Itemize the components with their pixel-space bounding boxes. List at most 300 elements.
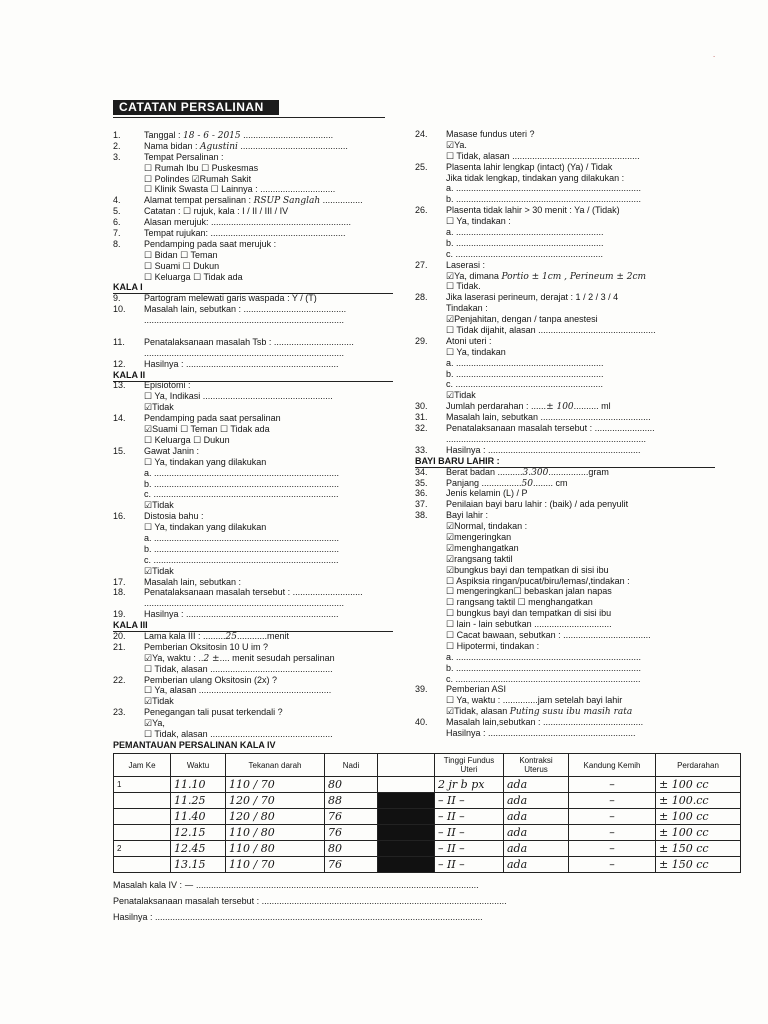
item-label: ☐ Ya, tindakan : bbox=[446, 216, 511, 227]
item-label: Pemberian ASI bbox=[446, 684, 507, 695]
footer-hasil: Hasilnya : ................................................................................................................................... bbox=[113, 912, 483, 922]
item-label: ☑Ya, dimana bbox=[446, 270, 502, 281]
item-text bbox=[144, 718, 165, 729]
item-text bbox=[446, 369, 604, 380]
right-row bbox=[415, 412, 715, 423]
cell-waktu: 11.40 bbox=[171, 809, 226, 825]
footer-masalah-label: Masalah kala IV : bbox=[113, 880, 185, 890]
item-text bbox=[144, 217, 351, 228]
item-text bbox=[144, 174, 251, 185]
item-label: c. .......................................................................... bbox=[144, 489, 339, 500]
item-text bbox=[446, 173, 624, 184]
right-row bbox=[415, 151, 715, 162]
left-row bbox=[113, 261, 393, 272]
right-row bbox=[415, 467, 715, 478]
cell-nadi: 76 bbox=[325, 809, 378, 825]
cell-tekanan-darah: 110 / 70 bbox=[226, 857, 325, 873]
item-text bbox=[144, 228, 346, 239]
left-row bbox=[113, 206, 393, 217]
item-text bbox=[446, 586, 612, 597]
cell-nadi: 76 bbox=[325, 825, 378, 841]
table-header-cell: Waktu bbox=[171, 754, 226, 777]
item-text bbox=[446, 674, 641, 685]
cell-blank bbox=[378, 857, 435, 873]
left-row bbox=[113, 348, 393, 359]
item-text bbox=[446, 216, 511, 227]
right-row bbox=[415, 554, 715, 565]
left-row bbox=[113, 239, 393, 250]
cell-blank bbox=[378, 825, 435, 841]
item-label: Penegangan tali pusat terkendali ? bbox=[144, 707, 283, 718]
item-text bbox=[446, 336, 492, 347]
cell-tinggi-fundus: – II – bbox=[435, 841, 504, 857]
item-label: b. .......................................................................... bbox=[144, 478, 340, 489]
handwritten-value: Agustini bbox=[200, 141, 238, 152]
right-row bbox=[415, 674, 715, 685]
item-label: Masalah lain,sebutkan : ........................................ bbox=[446, 717, 644, 728]
item-label: b. .......................................................................... bbox=[446, 194, 642, 205]
item-label: Masalah lain, sebutkan ............................................ bbox=[446, 412, 651, 423]
item-text bbox=[446, 543, 519, 554]
item-text bbox=[144, 402, 174, 413]
item-label: ☑Penjahitan, dengan / tanpa anestesi bbox=[446, 314, 598, 325]
right-row bbox=[415, 706, 715, 717]
cell-jam-ke: 1 bbox=[114, 777, 171, 793]
right-row bbox=[415, 586, 715, 597]
left-row bbox=[113, 184, 393, 195]
item-text bbox=[144, 413, 281, 424]
item-label: ☐ Hipotermi, tindakan : bbox=[446, 640, 540, 651]
left-row bbox=[113, 707, 393, 718]
item-number: 9. bbox=[113, 293, 121, 304]
left-row bbox=[113, 163, 393, 174]
item-number: 32. bbox=[415, 423, 428, 434]
item-label: Penatalaksanaan masalah tersebut : ............................ bbox=[144, 587, 363, 598]
item-number: 20. bbox=[113, 630, 126, 641]
kala4-monitoring-table bbox=[113, 753, 741, 873]
item-text bbox=[144, 391, 333, 402]
section-heading bbox=[113, 620, 393, 631]
handwritten-value: 18 - 6 - 2015 bbox=[183, 131, 241, 141]
item-label: Panjang ................ bbox=[446, 477, 522, 488]
cell-nadi: 80 bbox=[325, 841, 378, 857]
item-text bbox=[446, 162, 612, 173]
right-row bbox=[415, 401, 715, 412]
item-text bbox=[446, 532, 511, 543]
right-row bbox=[415, 717, 715, 728]
kala4-title: PEMANTAUAN PERSALINAN KALA IV bbox=[113, 740, 276, 750]
item-label: Gawat Janin : bbox=[144, 445, 200, 456]
item-text bbox=[144, 424, 270, 435]
cell-kandung-kemih: – bbox=[569, 841, 656, 857]
item-text bbox=[144, 685, 331, 696]
left-row bbox=[113, 250, 393, 261]
item-label: a. ........................................................... bbox=[446, 357, 604, 368]
left-row bbox=[113, 424, 393, 435]
table-header-cell: Kandung Kemih bbox=[569, 754, 656, 777]
item-number: 29. bbox=[415, 335, 428, 346]
right-row bbox=[415, 434, 715, 445]
item-text bbox=[144, 544, 339, 555]
right-row bbox=[415, 281, 715, 292]
right-row bbox=[415, 129, 715, 140]
left-row bbox=[113, 489, 393, 500]
item-label: ☐ Keluarga ☐ Dukun bbox=[144, 434, 230, 445]
cell-tinggi-fundus: – II – bbox=[435, 857, 504, 873]
item-text bbox=[446, 684, 506, 695]
item-text bbox=[144, 468, 339, 479]
item-label: Alamat tempat persalinan : bbox=[144, 195, 254, 206]
item-suffix: ................ bbox=[320, 195, 363, 206]
item-number: 19. bbox=[113, 609, 126, 620]
item-label: Pendamping pada saat persalinan bbox=[144, 413, 281, 424]
item-text bbox=[446, 521, 527, 532]
item-text bbox=[446, 488, 528, 499]
table-row bbox=[114, 793, 741, 809]
item-number: 22. bbox=[113, 674, 126, 685]
table-row bbox=[114, 825, 741, 841]
left-row bbox=[113, 544, 393, 555]
right-row bbox=[415, 663, 715, 674]
item-label: b. .......................................................................... bbox=[144, 543, 340, 554]
cell-kandung-kemih: – bbox=[569, 793, 656, 809]
right-row bbox=[415, 325, 715, 336]
item-number: 6. bbox=[113, 217, 121, 228]
item-label: Penatalaksanaan masalah Tsb : ................................ bbox=[144, 336, 354, 347]
cell-perdarahan: ± 100 cc bbox=[656, 777, 741, 793]
item-number: 14. bbox=[113, 413, 126, 424]
item-label: ☐ Ya, Indikasi .................................................... bbox=[144, 391, 333, 402]
item-label: Laserasi : bbox=[446, 259, 486, 270]
item-number: 37. bbox=[415, 499, 428, 510]
item-number: 17. bbox=[113, 576, 126, 587]
left-row bbox=[113, 359, 393, 370]
right-row bbox=[415, 390, 715, 401]
cell-tekanan-darah: 110 / 80 bbox=[226, 841, 325, 857]
item-text bbox=[446, 717, 643, 728]
form-title-banner: CATATAN PERSALINAN bbox=[113, 100, 279, 115]
section-heading bbox=[113, 282, 393, 293]
item-number: 34. bbox=[415, 466, 428, 477]
item-number: 1. bbox=[113, 130, 121, 140]
item-label: Jika laserasi perineum, derajat : 1 / 2 / 3 / 4 bbox=[446, 292, 619, 303]
cell-nadi: 88 bbox=[325, 793, 378, 809]
item-text bbox=[144, 511, 204, 522]
section-heading-label: KALA II bbox=[113, 370, 393, 382]
item-label: ☐ Bidan ☐ Teman bbox=[144, 249, 218, 260]
item-label: ☐ Ya, alasan ..................................................... bbox=[144, 685, 332, 696]
item-label: ☐ Polindes ☑Rumah Sakit bbox=[144, 173, 252, 184]
cell-kandung-kemih: – bbox=[569, 825, 656, 841]
item-label: a. .......................................................................... bbox=[144, 532, 340, 543]
item-number: 16. bbox=[113, 511, 126, 522]
item-label: Hasilnya : ........................................................... bbox=[446, 727, 636, 738]
table-header-cell: Tinggi Fundus Uteri bbox=[435, 754, 504, 777]
item-suffix: .... menit sesudah persalinan bbox=[219, 652, 335, 663]
item-text bbox=[446, 249, 603, 260]
left-row bbox=[113, 729, 393, 740]
item-number: 25. bbox=[415, 161, 428, 172]
item-label: c. .......................................................................... bbox=[144, 554, 339, 565]
item-label: ☐ bungkus bayi dan tempatkan di sisi ibu bbox=[446, 608, 612, 619]
right-row bbox=[415, 652, 715, 663]
right-row bbox=[415, 216, 715, 227]
item-label: Tempat Persalinan : bbox=[144, 151, 224, 162]
title-underline bbox=[113, 117, 385, 118]
left-row bbox=[113, 522, 393, 533]
item-number: 31. bbox=[415, 412, 428, 423]
item-label: ☑Ya, bbox=[144, 718, 165, 729]
left-row bbox=[113, 152, 393, 163]
left-row bbox=[113, 141, 393, 152]
item-text bbox=[144, 707, 283, 718]
right-row bbox=[415, 565, 715, 576]
item-text bbox=[446, 314, 598, 325]
item-label: Pendamping pada saat merujuk : bbox=[144, 238, 277, 249]
item-text bbox=[446, 194, 641, 205]
item-number: 10. bbox=[113, 304, 126, 315]
left-row bbox=[113, 587, 393, 598]
item-label: Jika tidak lengkap, tindakan yang dilakukan : bbox=[446, 172, 625, 183]
left-row bbox=[113, 174, 393, 185]
cell-nadi: 76 bbox=[325, 857, 378, 873]
item-suffix: .................................... bbox=[240, 130, 334, 140]
item-number: 13. bbox=[113, 380, 126, 391]
cell-tinggi-fundus: – II – bbox=[435, 809, 504, 825]
left-row bbox=[113, 598, 393, 609]
item-label: ☐ Ya, tindakan bbox=[446, 346, 506, 357]
right-row bbox=[415, 499, 715, 510]
right-row bbox=[415, 314, 715, 325]
cell-jam-ke: 2 bbox=[114, 841, 171, 857]
item-label: Plasenta lahir lengkap (intact) (Ya) / Tidak bbox=[446, 161, 613, 172]
item-suffix: ................gram bbox=[548, 466, 609, 477]
item-label: ☑menghangatkan bbox=[446, 542, 519, 553]
item-suffix: ........ cm bbox=[533, 477, 568, 488]
item-text bbox=[446, 140, 467, 151]
spacer bbox=[113, 326, 393, 337]
left-row bbox=[113, 217, 393, 228]
item-number: 38. bbox=[415, 510, 428, 521]
item-text bbox=[144, 696, 174, 707]
item-number: 23. bbox=[113, 707, 126, 718]
right-row bbox=[415, 260, 715, 271]
item-text bbox=[446, 663, 641, 674]
item-label: ☑Tidak bbox=[144, 696, 174, 707]
left-row bbox=[113, 664, 393, 675]
cell-perdarahan: ± 100 cc bbox=[656, 825, 741, 841]
left-row bbox=[113, 653, 393, 664]
item-label: Masalah lain, sebutkan : ......................................... bbox=[144, 304, 347, 315]
left-row bbox=[113, 642, 393, 653]
right-row bbox=[415, 205, 715, 216]
left-row bbox=[113, 609, 393, 620]
right-row bbox=[415, 369, 715, 380]
item-label: Tempat rujukan: ...................................................... bbox=[144, 228, 346, 239]
item-number: 18. bbox=[113, 587, 126, 598]
section-heading bbox=[415, 456, 715, 467]
right-row bbox=[415, 576, 715, 587]
item-number: 33. bbox=[415, 444, 428, 455]
cell-jam-ke bbox=[114, 825, 171, 841]
item-text bbox=[144, 642, 268, 653]
item-label: Jumlah perdarahan : ...... bbox=[446, 401, 547, 412]
right-row bbox=[415, 630, 715, 641]
item-label: Distosia bahu : bbox=[144, 511, 204, 522]
cell-waktu: 13.15 bbox=[171, 857, 226, 873]
item-label: a. .......................................................................... bbox=[446, 651, 642, 662]
cell-jam-ke bbox=[114, 809, 171, 825]
right-row bbox=[415, 608, 715, 619]
cell-blank bbox=[378, 793, 435, 809]
item-label: ................................................................................ bbox=[144, 315, 345, 326]
cell-waktu: 12.45 bbox=[171, 841, 226, 857]
item-number: 4. bbox=[113, 195, 121, 206]
item-label: ☐ Klinik Swasta ☐ Lainnya : .............................. bbox=[144, 184, 336, 195]
right-row bbox=[415, 227, 715, 238]
item-number: 39. bbox=[415, 684, 428, 695]
item-number: 35. bbox=[415, 477, 428, 488]
left-row bbox=[113, 446, 393, 457]
item-number: 21. bbox=[113, 641, 126, 652]
item-label: Atoni uteri : bbox=[446, 335, 492, 346]
item-text bbox=[144, 587, 363, 598]
item-text bbox=[144, 304, 346, 315]
item-text bbox=[446, 608, 611, 619]
left-row bbox=[113, 500, 393, 511]
item-label: Tindakan : bbox=[446, 303, 488, 314]
right-row bbox=[415, 249, 715, 260]
item-label: ☐ Suami ☐ Dukun bbox=[144, 260, 220, 271]
handwritten-value: 3.300 bbox=[522, 467, 549, 478]
item-label: ☐ Tidak, alasan ................................................... bbox=[446, 150, 640, 161]
item-label: Hasilnya : ............................................................. bbox=[144, 358, 339, 369]
handwritten-value: 2 ± bbox=[203, 653, 220, 664]
item-suffix: ........................................... bbox=[237, 140, 348, 151]
item-text bbox=[446, 183, 641, 194]
item-label: ☑mengeringkan bbox=[446, 531, 512, 542]
left-row bbox=[113, 130, 393, 141]
item-label: Alasan merujuk: ........................................................ bbox=[144, 217, 352, 228]
item-text bbox=[446, 576, 630, 587]
left-row bbox=[113, 511, 393, 522]
item-text bbox=[144, 577, 241, 588]
item-text bbox=[446, 303, 488, 314]
item-label: Plasenta tidak lahir > 30 menit : Ya / (Tidak) bbox=[446, 205, 620, 216]
cell-tekanan-darah: 120 / 70 bbox=[226, 793, 325, 809]
item-text bbox=[144, 380, 191, 391]
item-text bbox=[144, 293, 317, 304]
left-row bbox=[113, 577, 393, 588]
item-number: 3. bbox=[113, 151, 121, 162]
item-text bbox=[144, 479, 339, 490]
table-header-cell: Nadi bbox=[325, 754, 378, 777]
item-label: ☑bungkus bayi dan tempatkan di sisi ibu bbox=[446, 564, 609, 575]
table-header-cell: Tekanan darah bbox=[226, 754, 325, 777]
item-label: Penatalaksanaan masalah tersebut : ........................ bbox=[446, 423, 655, 434]
item-label: a. .......................................................................... bbox=[144, 467, 340, 478]
item-text bbox=[446, 695, 622, 706]
cell-blank bbox=[378, 777, 435, 793]
cell-kandung-kemih: – bbox=[569, 809, 656, 825]
right-row bbox=[415, 347, 715, 358]
table-row bbox=[114, 841, 741, 857]
item-text bbox=[144, 184, 335, 195]
item-text bbox=[144, 163, 258, 174]
item-text bbox=[144, 337, 354, 348]
right-row bbox=[415, 510, 715, 521]
item-label: ☐ Ya, tindakan yang dilakukan bbox=[144, 456, 267, 467]
item-label: ☐ mengeringkan☐ bebaskan jalan napas bbox=[446, 586, 612, 597]
section-heading-label: KALA I bbox=[113, 282, 393, 294]
item-label: ☐ Keluarga ☐ Tidak ada bbox=[144, 271, 243, 282]
handwritten-value: 25 bbox=[225, 631, 237, 642]
item-label: Catatan : ☐ rujuk, kala : I / II / III / IV bbox=[144, 206, 289, 217]
item-label: ☑Ya, waktu : .. bbox=[144, 652, 204, 663]
footer-masalah bbox=[113, 880, 479, 891]
item-text bbox=[446, 238, 604, 249]
right-row bbox=[415, 478, 715, 489]
left-column bbox=[113, 130, 393, 740]
left-row bbox=[113, 685, 393, 696]
item-number: 11. bbox=[113, 336, 125, 347]
item-text bbox=[446, 499, 628, 510]
item-label: Jenis kelamin (L) / P bbox=[446, 488, 528, 499]
item-text bbox=[144, 555, 339, 566]
item-label: ☑Ya. bbox=[446, 139, 467, 150]
item-text bbox=[144, 664, 333, 675]
item-text bbox=[144, 250, 218, 261]
cell-waktu: 11.25 bbox=[171, 793, 226, 809]
item-label: ☐ Ya, tindakan yang dilakukan bbox=[144, 522, 267, 533]
item-label: Hasilnya : ............................................................. bbox=[144, 609, 339, 620]
item-label: ................................................................................ bbox=[144, 347, 345, 358]
item-label: c. .......................................................................... bbox=[446, 673, 641, 684]
table-row bbox=[114, 777, 741, 793]
right-row bbox=[415, 238, 715, 249]
right-row bbox=[415, 597, 715, 608]
cell-perdarahan: ± 150 cc bbox=[656, 857, 741, 873]
item-label: Pemberian ulang Oksitosin (2x) ? bbox=[144, 674, 278, 685]
right-row bbox=[415, 162, 715, 173]
item-label: ................................................................................ bbox=[446, 433, 647, 444]
left-row bbox=[113, 391, 393, 402]
cell-kontraksi: ada bbox=[504, 825, 569, 841]
cell-waktu: 11.10 bbox=[171, 777, 226, 793]
left-row bbox=[113, 304, 393, 315]
right-row bbox=[415, 521, 715, 532]
left-row bbox=[113, 293, 393, 304]
cell-tekanan-darah: 110 / 70 bbox=[226, 777, 325, 793]
item-text bbox=[144, 261, 219, 272]
left-row bbox=[113, 696, 393, 707]
cell-kandung-kemih: – bbox=[569, 857, 656, 873]
handwritten-value: RSUP Sanglah bbox=[253, 196, 321, 207]
item-label: Berat badan .......... bbox=[446, 466, 523, 477]
left-row bbox=[113, 435, 393, 446]
left-row bbox=[113, 402, 393, 413]
item-text bbox=[144, 729, 333, 740]
item-suffix: .......... ml bbox=[573, 401, 611, 412]
item-text bbox=[446, 565, 609, 576]
item-text bbox=[144, 500, 174, 511]
table-header-cell: Jam Ke bbox=[114, 754, 171, 777]
cell-tinggi-fundus: – II – bbox=[435, 793, 504, 809]
item-label: ☑Tidak bbox=[144, 402, 174, 413]
right-row bbox=[415, 695, 715, 706]
item-label: ☐ Cacat bawaan, sebutkan : ................................... bbox=[446, 629, 651, 640]
item-text bbox=[144, 609, 339, 620]
